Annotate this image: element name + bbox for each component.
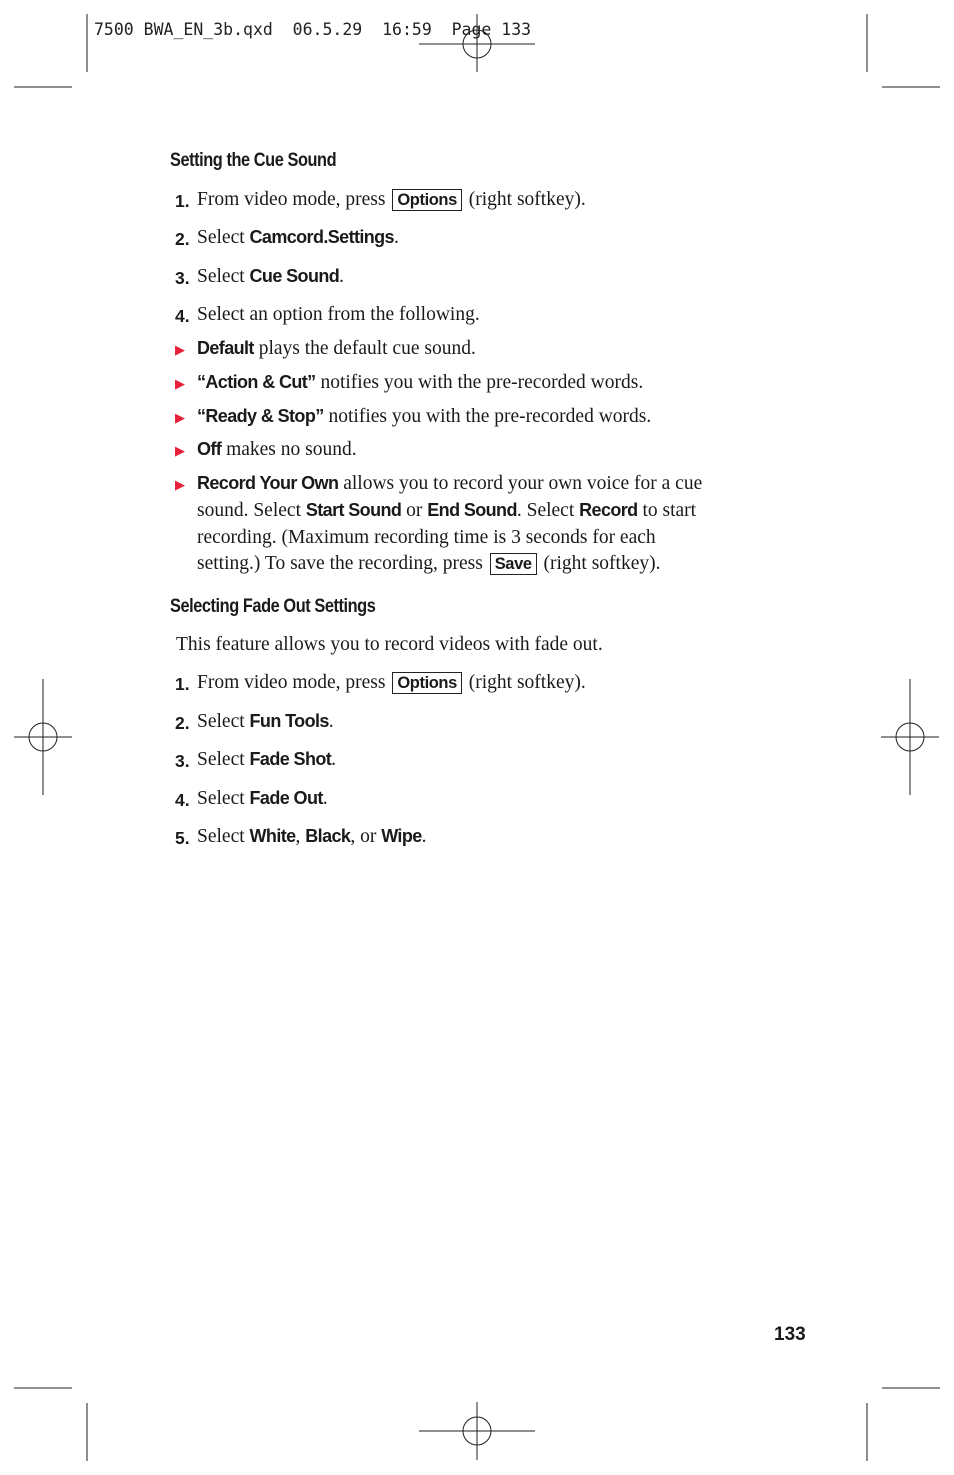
step-number: 4. bbox=[175, 790, 190, 810]
page-number: 133 bbox=[774, 1324, 806, 1345]
option-item: Off makes no sound. bbox=[197, 439, 357, 460]
step-number: 3. bbox=[175, 751, 190, 771]
option-item: “Ready & Stop” notifies you with the pre-recorded words. bbox=[197, 406, 652, 427]
registration-mark-top bbox=[419, 14, 535, 72]
step-number: 3. bbox=[175, 268, 190, 288]
option-item: “Action & Cut” notifies you with the pre-recorded words. bbox=[197, 372, 644, 393]
step-text: Select Fun Tools. bbox=[197, 711, 334, 732]
section-heading-cue-sound: Setting the Cue Sound bbox=[170, 150, 337, 171]
step-text: From video mode, press Options (right softkey). bbox=[197, 672, 586, 693]
registration-mark-left bbox=[14, 679, 72, 795]
step-text: From video mode, press Options (right softkey). bbox=[197, 189, 586, 210]
registration-mark-bottom bbox=[419, 1402, 535, 1460]
option-item: Default plays the default cue sound. bbox=[197, 338, 476, 359]
section-intro: This feature allows you to record videos with fade out. bbox=[176, 634, 603, 655]
step-text: Select Fade Shot. bbox=[197, 749, 337, 770]
save-softkey: Save bbox=[490, 553, 537, 575]
red-triangle-bullet-icon: ▶ bbox=[175, 377, 185, 392]
step-number: 5. bbox=[175, 828, 190, 848]
registration-mark-right bbox=[881, 679, 939, 795]
red-triangle-bullet-icon: ▶ bbox=[175, 444, 185, 459]
section-heading-fade-out: Selecting Fade Out Settings bbox=[170, 596, 376, 617]
options-softkey: Options bbox=[392, 189, 462, 211]
step-text: Select an option from the following. bbox=[197, 304, 480, 325]
step-text: Select Camcord.Settings. bbox=[197, 227, 399, 248]
printer-slug: 7500 BWA_EN_3b.qxd 06.5.29 16:59 Page 133 bbox=[94, 20, 532, 39]
step-number: 1. bbox=[175, 191, 190, 211]
red-triangle-bullet-icon: ▶ bbox=[175, 343, 185, 358]
step-number: 2. bbox=[175, 713, 190, 733]
red-triangle-bullet-icon: ▶ bbox=[175, 478, 185, 493]
step-text: Select Fade Out. bbox=[197, 788, 328, 809]
option-item-record-line2: sound. Select Start Sound or End Sound. Select Record to start bbox=[197, 500, 697, 521]
step-number: 1. bbox=[175, 674, 190, 694]
option-item-record-line3: recording. (Maximum recording time is 3 seconds for each bbox=[197, 527, 656, 548]
step-number: 4. bbox=[175, 306, 190, 326]
step-number: 2. bbox=[175, 229, 190, 249]
step-text: Select White, Black, or Wipe. bbox=[197, 826, 427, 847]
red-triangle-bullet-icon: ▶ bbox=[175, 411, 185, 426]
option-item-record-line1: Record Your Own allows you to record your own voice for a cue bbox=[197, 473, 703, 494]
options-softkey: Options bbox=[392, 672, 462, 694]
option-item-record-line4: setting.) To save the recording, press Save (right softkey). bbox=[197, 553, 661, 574]
step-text: Select Cue Sound. bbox=[197, 266, 344, 287]
